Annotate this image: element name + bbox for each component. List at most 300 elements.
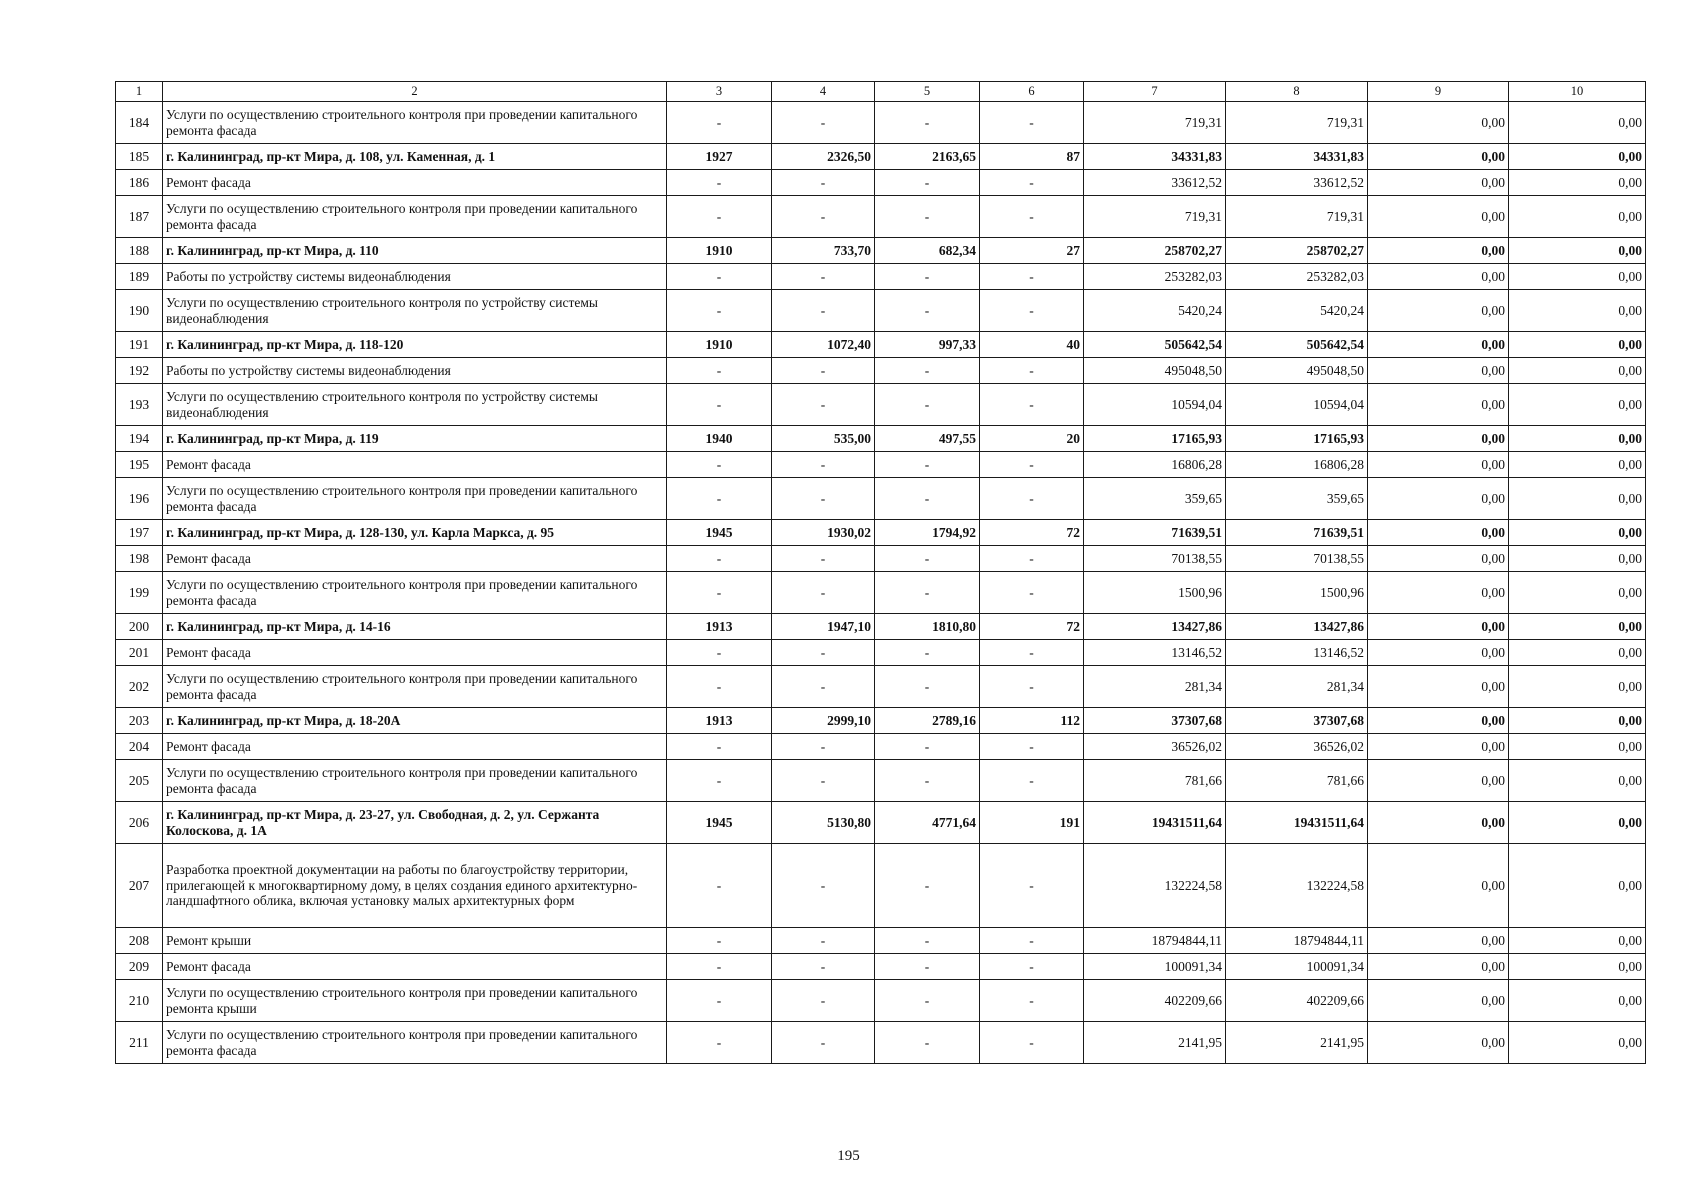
budget-cost: 0,00 xyxy=(1368,708,1509,734)
year-built: - xyxy=(667,290,772,332)
row-number: 198 xyxy=(116,546,163,572)
residents-count: - xyxy=(980,954,1084,980)
work-item-row xyxy=(116,452,1646,478)
total-cost: 70138,55 xyxy=(1084,546,1226,572)
living-area: - xyxy=(875,290,980,332)
total-area: - xyxy=(772,358,875,384)
budget-cost: 0,00 xyxy=(1368,170,1509,196)
work-item-row xyxy=(116,928,1646,954)
item-name: Услуги по осуществлению строительного контроля при проведении капитального ремонта фасада xyxy=(163,478,667,520)
owner-cost: 0,00 xyxy=(1509,546,1646,572)
year-built: - xyxy=(667,196,772,238)
budget-cost: 0,00 xyxy=(1368,928,1509,954)
total-cost: 34331,83 xyxy=(1084,144,1226,170)
year-built: 1945 xyxy=(667,520,772,546)
column-number-row xyxy=(116,82,1646,102)
total-cost: 258702,27 xyxy=(1084,238,1226,264)
regional-fund-cost: 281,34 xyxy=(1226,666,1368,708)
item-name: Услуги по осуществлению строительного контроля при проведении капитального ремонта крыши xyxy=(163,980,667,1022)
regional-fund-cost: 36526,02 xyxy=(1226,734,1368,760)
row-number: 208 xyxy=(116,928,163,954)
row-number: 202 xyxy=(116,666,163,708)
budget-cost: 0,00 xyxy=(1368,666,1509,708)
total-cost: 19431511,64 xyxy=(1084,802,1226,844)
address-row xyxy=(116,332,1646,358)
work-item-row xyxy=(116,264,1646,290)
item-name: Работы по устройству системы видеонаблюдения xyxy=(163,358,667,384)
total-area: - xyxy=(772,928,875,954)
total-cost: 719,31 xyxy=(1084,196,1226,238)
regional-fund-cost: 719,31 xyxy=(1226,102,1368,144)
work-item-row xyxy=(116,196,1646,238)
budget-cost: 0,00 xyxy=(1368,734,1509,760)
residents-count: - xyxy=(980,170,1084,196)
regional-fund-cost: 2141,95 xyxy=(1226,1022,1368,1064)
year-built: - xyxy=(667,452,772,478)
residents-count: - xyxy=(980,640,1084,666)
residents-count: - xyxy=(980,1022,1084,1064)
living-area: - xyxy=(875,1022,980,1064)
budget-cost: 0,00 xyxy=(1368,802,1509,844)
total-area: 1072,40 xyxy=(772,332,875,358)
residents-count: - xyxy=(980,196,1084,238)
living-area: - xyxy=(875,844,980,928)
year-built: 1945 xyxy=(667,802,772,844)
living-area: - xyxy=(875,734,980,760)
owner-cost: 0,00 xyxy=(1509,290,1646,332)
column-number: 9 xyxy=(1368,82,1509,102)
budget-cost: 0,00 xyxy=(1368,520,1509,546)
total-area: - xyxy=(772,384,875,426)
row-number: 210 xyxy=(116,980,163,1022)
owner-cost: 0,00 xyxy=(1509,954,1646,980)
living-area: - xyxy=(875,928,980,954)
residents-count: 87 xyxy=(980,144,1084,170)
regional-fund-cost: 781,66 xyxy=(1226,760,1368,802)
year-built: - xyxy=(667,478,772,520)
total-cost: 132224,58 xyxy=(1084,844,1226,928)
budget-cost: 0,00 xyxy=(1368,760,1509,802)
regional-fund-cost: 495048,50 xyxy=(1226,358,1368,384)
living-area: 682,34 xyxy=(875,238,980,264)
owner-cost: 0,00 xyxy=(1509,734,1646,760)
year-built: - xyxy=(667,666,772,708)
item-name: Услуги по осуществлению строительного контроля при проведении капитального ремонта фасада xyxy=(163,102,667,144)
work-item-row xyxy=(116,980,1646,1022)
residents-count: - xyxy=(980,760,1084,802)
total-cost: 359,65 xyxy=(1084,478,1226,520)
owner-cost: 0,00 xyxy=(1509,478,1646,520)
residents-count: - xyxy=(980,546,1084,572)
budget-cost: 0,00 xyxy=(1368,452,1509,478)
row-number: 185 xyxy=(116,144,163,170)
item-name: Ремонт фасада xyxy=(163,546,667,572)
residents-count: 72 xyxy=(980,520,1084,546)
residents-count: 20 xyxy=(980,426,1084,452)
year-built: 1910 xyxy=(667,238,772,264)
regional-fund-cost: 13427,86 xyxy=(1226,614,1368,640)
row-number: 194 xyxy=(116,426,163,452)
work-item-row xyxy=(116,384,1646,426)
work-item-row xyxy=(116,954,1646,980)
item-name: г. Калининград, пр-кт Мира, д. 118-120 xyxy=(163,332,667,358)
total-area: 2999,10 xyxy=(772,708,875,734)
work-item-row xyxy=(116,760,1646,802)
owner-cost: 0,00 xyxy=(1509,426,1646,452)
item-name: Ремонт фасада xyxy=(163,734,667,760)
row-number: 204 xyxy=(116,734,163,760)
column-number: 8 xyxy=(1226,82,1368,102)
item-name: г. Калининград, пр-кт Мира, д. 14-16 xyxy=(163,614,667,640)
regional-fund-cost: 18794844,11 xyxy=(1226,928,1368,954)
total-cost: 719,31 xyxy=(1084,102,1226,144)
living-area: 1794,92 xyxy=(875,520,980,546)
total-area: 2326,50 xyxy=(772,144,875,170)
residents-count: - xyxy=(980,384,1084,426)
residents-count: - xyxy=(980,734,1084,760)
owner-cost: 0,00 xyxy=(1509,614,1646,640)
total-area: - xyxy=(772,980,875,1022)
owner-cost: 0,00 xyxy=(1509,802,1646,844)
residents-count: - xyxy=(980,980,1084,1022)
regional-fund-cost: 1500,96 xyxy=(1226,572,1368,614)
total-area: - xyxy=(772,640,875,666)
living-area: - xyxy=(875,196,980,238)
work-item-row xyxy=(116,478,1646,520)
total-cost: 10594,04 xyxy=(1084,384,1226,426)
owner-cost: 0,00 xyxy=(1509,332,1646,358)
year-built: 1913 xyxy=(667,708,772,734)
address-row xyxy=(116,802,1646,844)
living-area: - xyxy=(875,358,980,384)
total-area: - xyxy=(772,666,875,708)
budget-cost: 0,00 xyxy=(1368,290,1509,332)
year-built: 1910 xyxy=(667,332,772,358)
address-row xyxy=(116,520,1646,546)
budget-cost: 0,00 xyxy=(1368,384,1509,426)
residents-count: - xyxy=(980,844,1084,928)
total-cost: 17165,93 xyxy=(1084,426,1226,452)
total-cost: 1500,96 xyxy=(1084,572,1226,614)
column-number: 4 xyxy=(772,82,875,102)
owner-cost: 0,00 xyxy=(1509,640,1646,666)
regional-fund-cost: 253282,03 xyxy=(1226,264,1368,290)
item-name: г. Калининград, пр-кт Мира, д. 23-27, ул. Свободная, д. 2, ул. Сержанта Колоскова, д. 1А xyxy=(163,802,667,844)
row-number: 192 xyxy=(116,358,163,384)
column-number: 5 xyxy=(875,82,980,102)
year-built: - xyxy=(667,928,772,954)
living-area: 1810,80 xyxy=(875,614,980,640)
row-number: 184 xyxy=(116,102,163,144)
total-cost: 281,34 xyxy=(1084,666,1226,708)
owner-cost: 0,00 xyxy=(1509,708,1646,734)
year-built: - xyxy=(667,102,772,144)
budget-cost: 0,00 xyxy=(1368,614,1509,640)
residents-count: - xyxy=(980,928,1084,954)
budget-cost: 0,00 xyxy=(1368,196,1509,238)
residents-count: 72 xyxy=(980,614,1084,640)
row-number: 190 xyxy=(116,290,163,332)
regional-fund-cost: 70138,55 xyxy=(1226,546,1368,572)
row-number: 196 xyxy=(116,478,163,520)
living-area: - xyxy=(875,384,980,426)
owner-cost: 0,00 xyxy=(1509,1022,1646,1064)
total-cost: 505642,54 xyxy=(1084,332,1226,358)
total-cost: 402209,66 xyxy=(1084,980,1226,1022)
total-area: - xyxy=(772,290,875,332)
living-area: - xyxy=(875,666,980,708)
residents-count: - xyxy=(980,358,1084,384)
item-name: Услуги по осуществлению строительного контроля при проведении капитального ремонта фасада xyxy=(163,196,667,238)
address-row xyxy=(116,708,1646,734)
year-built: - xyxy=(667,358,772,384)
regional-fund-cost: 10594,04 xyxy=(1226,384,1368,426)
residents-count: - xyxy=(980,666,1084,708)
column-number: 10 xyxy=(1509,82,1646,102)
row-number: 191 xyxy=(116,332,163,358)
owner-cost: 0,00 xyxy=(1509,666,1646,708)
row-number: 193 xyxy=(116,384,163,426)
item-name: Работы по устройству системы видеонаблюдения xyxy=(163,264,667,290)
year-built: - xyxy=(667,844,772,928)
work-item-row xyxy=(116,1022,1646,1064)
row-number: 189 xyxy=(116,264,163,290)
total-cost: 253282,03 xyxy=(1084,264,1226,290)
item-name: Услуги по осуществлению строительного контроля при проведении капитального ремонта фасада xyxy=(163,572,667,614)
regional-fund-cost: 19431511,64 xyxy=(1226,802,1368,844)
item-name: Ремонт фасада xyxy=(163,640,667,666)
owner-cost: 0,00 xyxy=(1509,196,1646,238)
budget-cost: 0,00 xyxy=(1368,144,1509,170)
row-number: 207 xyxy=(116,844,163,928)
living-area: - xyxy=(875,980,980,1022)
row-number: 187 xyxy=(116,196,163,238)
year-built: - xyxy=(667,546,772,572)
row-number: 188 xyxy=(116,238,163,264)
row-number: 201 xyxy=(116,640,163,666)
item-name: г. Калининград, пр-кт Мира, д. 128-130, ул. Карла Маркса, д. 95 xyxy=(163,520,667,546)
column-number: 7 xyxy=(1084,82,1226,102)
item-name: Услуги по осуществлению строительного контроля при проведении капитального ремонта фасада xyxy=(163,1022,667,1064)
row-number: 200 xyxy=(116,614,163,640)
total-area: - xyxy=(772,954,875,980)
regional-fund-cost: 132224,58 xyxy=(1226,844,1368,928)
work-item-row xyxy=(116,102,1646,144)
total-area: 535,00 xyxy=(772,426,875,452)
regional-fund-cost: 13146,52 xyxy=(1226,640,1368,666)
total-area: - xyxy=(772,478,875,520)
year-built: - xyxy=(667,572,772,614)
year-built: 1913 xyxy=(667,614,772,640)
total-cost: 18794844,11 xyxy=(1084,928,1226,954)
address-row xyxy=(116,144,1646,170)
living-area: - xyxy=(875,478,980,520)
row-number: 211 xyxy=(116,1022,163,1064)
residents-count: - xyxy=(980,478,1084,520)
work-item-row xyxy=(116,170,1646,196)
item-name: Услуги по осуществлению строительного контроля при проведении капитального ремонта фасада xyxy=(163,760,667,802)
budget-cost: 0,00 xyxy=(1368,844,1509,928)
item-name: г. Калининград, пр-кт Мира, д. 18-20А xyxy=(163,708,667,734)
work-item-row xyxy=(116,844,1646,928)
budget-cost: 0,00 xyxy=(1368,264,1509,290)
year-built: - xyxy=(667,980,772,1022)
column-number: 1 xyxy=(116,82,163,102)
total-cost: 781,66 xyxy=(1084,760,1226,802)
total-area: - xyxy=(772,196,875,238)
item-name: Услуги по осуществлению строительного контроля по устройству системы видеонаблюдения xyxy=(163,290,667,332)
year-built: 1940 xyxy=(667,426,772,452)
item-name: Услуги по осуществлению строительного контроля по устройству системы видеонаблюдения xyxy=(163,384,667,426)
year-built: - xyxy=(667,760,772,802)
living-area: 497,55 xyxy=(875,426,980,452)
item-name: Услуги по осуществлению строительного контроля при проведении капитального ремонта фасада xyxy=(163,666,667,708)
regional-fund-cost: 33612,52 xyxy=(1226,170,1368,196)
living-area: - xyxy=(875,640,980,666)
regional-fund-cost: 16806,28 xyxy=(1226,452,1368,478)
item-name: г. Калининград, пр-кт Мира, д. 119 xyxy=(163,426,667,452)
owner-cost: 0,00 xyxy=(1509,928,1646,954)
row-number: 209 xyxy=(116,954,163,980)
item-name: Ремонт крыши xyxy=(163,928,667,954)
total-area: - xyxy=(772,546,875,572)
regional-fund-cost: 100091,34 xyxy=(1226,954,1368,980)
owner-cost: 0,00 xyxy=(1509,844,1646,928)
address-row xyxy=(116,614,1646,640)
regional-fund-cost: 402209,66 xyxy=(1226,980,1368,1022)
living-area: - xyxy=(875,572,980,614)
owner-cost: 0,00 xyxy=(1509,520,1646,546)
residents-count: - xyxy=(980,290,1084,332)
owner-cost: 0,00 xyxy=(1509,238,1646,264)
work-item-row xyxy=(116,734,1646,760)
total-area: 1947,10 xyxy=(772,614,875,640)
budget-cost: 0,00 xyxy=(1368,238,1509,264)
budget-cost: 0,00 xyxy=(1368,980,1509,1022)
total-cost: 13427,86 xyxy=(1084,614,1226,640)
year-built: - xyxy=(667,1022,772,1064)
row-number: 186 xyxy=(116,170,163,196)
year-built: - xyxy=(667,734,772,760)
regional-fund-cost: 37307,68 xyxy=(1226,708,1368,734)
total-area: - xyxy=(772,102,875,144)
total-area: - xyxy=(772,264,875,290)
year-built: - xyxy=(667,640,772,666)
work-item-row xyxy=(116,640,1646,666)
item-name: г. Калининград, пр-кт Мира, д. 108, ул. Каменная, д. 1 xyxy=(163,144,667,170)
budget-cost: 0,00 xyxy=(1368,102,1509,144)
column-number: 2 xyxy=(163,82,667,102)
total-area: - xyxy=(772,572,875,614)
budget-cost: 0,00 xyxy=(1368,358,1509,384)
owner-cost: 0,00 xyxy=(1509,760,1646,802)
total-cost: 16806,28 xyxy=(1084,452,1226,478)
row-number: 197 xyxy=(116,520,163,546)
owner-cost: 0,00 xyxy=(1509,980,1646,1022)
living-area: - xyxy=(875,102,980,144)
budget-cost: 0,00 xyxy=(1368,426,1509,452)
total-cost: 495048,50 xyxy=(1084,358,1226,384)
total-area: - xyxy=(772,760,875,802)
item-name: Ремонт фасада xyxy=(163,954,667,980)
budget-cost: 0,00 xyxy=(1368,954,1509,980)
work-item-row xyxy=(116,666,1646,708)
row-number: 195 xyxy=(116,452,163,478)
budget-cost: 0,00 xyxy=(1368,546,1509,572)
living-area: - xyxy=(875,170,980,196)
row-number: 206 xyxy=(116,802,163,844)
total-cost: 37307,68 xyxy=(1084,708,1226,734)
residents-count: 40 xyxy=(980,332,1084,358)
year-built: - xyxy=(667,384,772,426)
item-name: Ремонт фасада xyxy=(163,452,667,478)
works-table xyxy=(115,81,1646,1064)
total-area: - xyxy=(772,170,875,196)
owner-cost: 0,00 xyxy=(1509,170,1646,196)
budget-cost: 0,00 xyxy=(1368,572,1509,614)
total-cost: 2141,95 xyxy=(1084,1022,1226,1064)
residents-count: - xyxy=(980,102,1084,144)
regional-fund-cost: 17165,93 xyxy=(1226,426,1368,452)
total-area: 733,70 xyxy=(772,238,875,264)
row-number: 199 xyxy=(116,572,163,614)
regional-fund-cost: 5420,24 xyxy=(1226,290,1368,332)
work-item-row xyxy=(116,546,1646,572)
residents-count: 191 xyxy=(980,802,1084,844)
total-cost: 5420,24 xyxy=(1084,290,1226,332)
owner-cost: 0,00 xyxy=(1509,452,1646,478)
regional-fund-cost: 719,31 xyxy=(1226,196,1368,238)
owner-cost: 0,00 xyxy=(1509,264,1646,290)
residents-count: 27 xyxy=(980,238,1084,264)
budget-cost: 0,00 xyxy=(1368,332,1509,358)
table-body xyxy=(116,82,1646,1064)
address-row xyxy=(116,426,1646,452)
column-number: 3 xyxy=(667,82,772,102)
total-cost: 71639,51 xyxy=(1084,520,1226,546)
living-area: 2789,16 xyxy=(875,708,980,734)
total-area: - xyxy=(772,844,875,928)
total-cost: 100091,34 xyxy=(1084,954,1226,980)
total-area: - xyxy=(772,734,875,760)
regional-fund-cost: 258702,27 xyxy=(1226,238,1368,264)
living-area: 2163,65 xyxy=(875,144,980,170)
owner-cost: 0,00 xyxy=(1509,144,1646,170)
budget-cost: 0,00 xyxy=(1368,640,1509,666)
column-number: 6 xyxy=(980,82,1084,102)
living-area: - xyxy=(875,452,980,478)
budget-cost: 0,00 xyxy=(1368,1022,1509,1064)
total-cost: 33612,52 xyxy=(1084,170,1226,196)
owner-cost: 0,00 xyxy=(1509,102,1646,144)
item-name: Разработка проектной документации на работы по благоустройству территории, прилегающей к многоквартирному дому, в целях создания единого архитектурно-ландшафтного облика, включая установку малых архитектурных форм xyxy=(163,844,667,928)
row-number: 205 xyxy=(116,760,163,802)
budget-cost: 0,00 xyxy=(1368,478,1509,520)
total-cost: 36526,02 xyxy=(1084,734,1226,760)
total-area: - xyxy=(772,1022,875,1064)
work-item-row xyxy=(116,358,1646,384)
regional-fund-cost: 71639,51 xyxy=(1226,520,1368,546)
residents-count: 112 xyxy=(980,708,1084,734)
living-area: - xyxy=(875,760,980,802)
owner-cost: 0,00 xyxy=(1509,358,1646,384)
living-area: - xyxy=(875,954,980,980)
living-area: 997,33 xyxy=(875,332,980,358)
residents-count: - xyxy=(980,264,1084,290)
year-built: - xyxy=(667,170,772,196)
row-number: 203 xyxy=(116,708,163,734)
regional-fund-cost: 34331,83 xyxy=(1226,144,1368,170)
